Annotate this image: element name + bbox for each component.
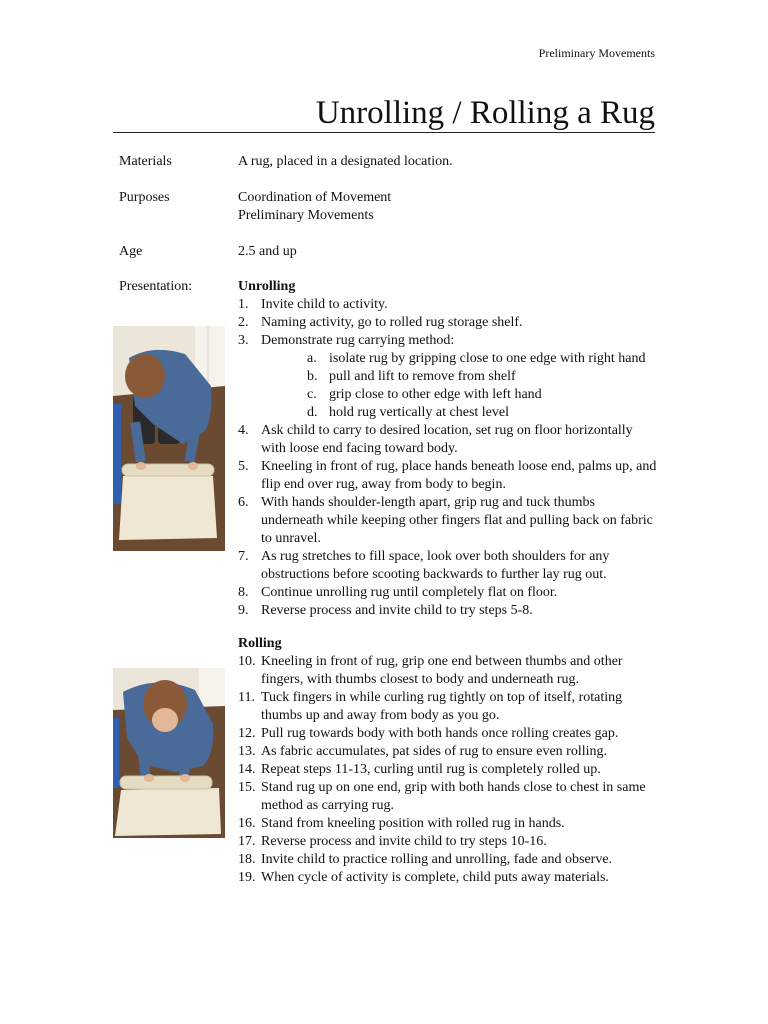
step-text: Naming activity, go to rolled rug storage shelf. xyxy=(261,315,523,330)
step-item xyxy=(238,833,658,851)
step-number: 15. xyxy=(238,780,256,795)
step-text: As rug stretches to fill space, look over both shoulders for any obstructions before scooting backwards to further lay rug out. xyxy=(261,549,610,582)
step-number: 1. xyxy=(238,297,249,312)
step-text: Demonstrate rug carrying method: xyxy=(261,333,455,348)
substep-text: grip close to other edge with left hand xyxy=(329,387,542,402)
photo-hair xyxy=(125,354,165,398)
rolling-heading: Rolling xyxy=(238,636,282,651)
step-number: 2. xyxy=(238,315,249,330)
step-text: Invite child to activity. xyxy=(261,297,388,312)
substep-text: hold rug vertically at chest level xyxy=(329,405,509,420)
step-text: Stand rug up on one end, grip with both hands close to chest in same method as carrying rug. xyxy=(261,780,646,813)
unrolling-steps xyxy=(238,296,658,620)
step-text: When cycle of activity is complete, child puts away materials. xyxy=(261,870,609,885)
photo-rug-roll xyxy=(122,464,214,476)
rolling-photo xyxy=(113,668,225,838)
unrolling-photo-image xyxy=(113,326,225,551)
step-number: 14. xyxy=(238,762,256,777)
step-number: 8. xyxy=(238,585,249,600)
step-item xyxy=(238,602,658,620)
step-item xyxy=(238,584,658,602)
photo-blue-mat xyxy=(113,718,119,788)
substep-item xyxy=(261,368,658,386)
photo-hand xyxy=(188,462,198,470)
step-item xyxy=(238,296,658,314)
rolling-photo-image xyxy=(113,668,225,838)
step-item xyxy=(238,743,658,761)
step-item xyxy=(238,851,658,869)
substep-item xyxy=(261,350,658,368)
step-item xyxy=(238,869,658,887)
photo-hand xyxy=(144,774,154,782)
step-text: Reverse process and invite child to try steps 5-8. xyxy=(261,603,533,618)
step-item xyxy=(238,422,658,458)
step-number: 12. xyxy=(238,726,256,741)
purposes-label: Purposes xyxy=(119,190,170,205)
substep-text: pull and lift to remove from shelf xyxy=(329,369,516,384)
title-divider xyxy=(113,132,655,133)
presentation-label: Presentation: xyxy=(119,279,193,294)
step-item xyxy=(238,689,658,725)
step-number: 18. xyxy=(238,852,256,867)
substep-item xyxy=(261,404,658,422)
photo-rug-roll xyxy=(120,776,212,789)
substep-letter: b. xyxy=(307,369,318,384)
step-item xyxy=(238,779,658,815)
step-text: Reverse process and invite child to try steps 10-16. xyxy=(261,834,547,849)
step-number: 5. xyxy=(238,459,249,474)
rolling-steps xyxy=(238,653,658,887)
step-number: 9. xyxy=(238,603,249,618)
substep-letter: c. xyxy=(307,387,317,402)
age-label: Age xyxy=(119,244,143,259)
purpose-item: Preliminary Movements xyxy=(238,208,374,223)
substep-text: isolate rug by gripping close to one edge with right hand xyxy=(329,351,646,366)
step-number: 16. xyxy=(238,816,256,831)
step-item xyxy=(238,494,658,548)
photo-rug xyxy=(119,476,217,540)
photo-blue-mat xyxy=(113,404,121,504)
step-number: 3. xyxy=(238,333,249,348)
step-text: Kneeling in front of rug, grip one end between thumbs and other fingers, with thumbs closest to body and underneath rug. xyxy=(261,654,623,687)
purpose-item: Coordination of Movement xyxy=(238,190,392,205)
photo-hand xyxy=(180,774,190,782)
step-number: 11. xyxy=(238,690,255,705)
unrolling-photo xyxy=(113,326,225,551)
photo-hand xyxy=(136,462,146,470)
substep-letter: d. xyxy=(307,405,318,420)
step-number: 6. xyxy=(238,495,249,510)
step-number: 7. xyxy=(238,549,249,564)
substep-letter: a. xyxy=(307,351,317,366)
step-text: Tuck fingers in while curling rug tightly on top of itself, rotating thumbs up and away from body as you go. xyxy=(261,690,623,723)
section-header-label: Preliminary Movements xyxy=(538,46,655,60)
step-item xyxy=(238,653,658,689)
step-item xyxy=(238,725,658,743)
carrying-substeps xyxy=(261,350,658,422)
step-text: Ask child to carry to desired location, set rug on floor horizontally with loose end facing toward body. xyxy=(261,423,633,456)
step-number: 17. xyxy=(238,834,256,849)
step-number: 13. xyxy=(238,744,256,759)
step-text: Repeat steps 11-13, curling until rug is completely rolled up. xyxy=(261,762,601,777)
step-text: Pull rug towards body with both hands once rolling creates gap. xyxy=(261,726,619,741)
step-number: 10. xyxy=(238,654,256,669)
step-number: 19. xyxy=(238,870,256,885)
unrolling-heading: Unrolling xyxy=(238,279,296,294)
photo-face xyxy=(152,708,178,732)
step-text: Invite child to practice rolling and unrolling, fade and observe. xyxy=(261,852,613,867)
step-item xyxy=(238,548,658,584)
step-item xyxy=(238,314,658,332)
page-title: Unrolling / Rolling a Rug xyxy=(315,95,655,131)
materials-value: A rug, placed in a designated location. xyxy=(238,154,453,169)
step-number: 4. xyxy=(238,423,249,438)
substep-item xyxy=(261,386,658,404)
step-text: Kneeling in front of rug, place hands beneath loose end, palms up, and flip end over rug, away from body to begin. xyxy=(261,459,657,492)
photo-rug xyxy=(115,788,221,836)
purposes-values xyxy=(238,189,391,225)
step-item xyxy=(238,332,658,422)
step-text: As fabric accumulates, pat sides of rug to ensure even rolling. xyxy=(261,744,608,759)
step-item xyxy=(238,815,658,833)
materials-label: Materials xyxy=(119,154,172,169)
step-text: Continue unrolling rug until completely flat on floor. xyxy=(261,585,558,600)
step-item xyxy=(238,761,658,779)
step-text: With hands shoulder-length apart, grip rug and tuck thumbs underneath while keeping other fingers flat and pulling back on fabric to unravel. xyxy=(261,495,653,546)
age-value: 2.5 and up xyxy=(238,244,297,259)
step-text: Stand from kneeling position with rolled rug in hands. xyxy=(261,816,565,831)
step-item xyxy=(238,458,658,494)
